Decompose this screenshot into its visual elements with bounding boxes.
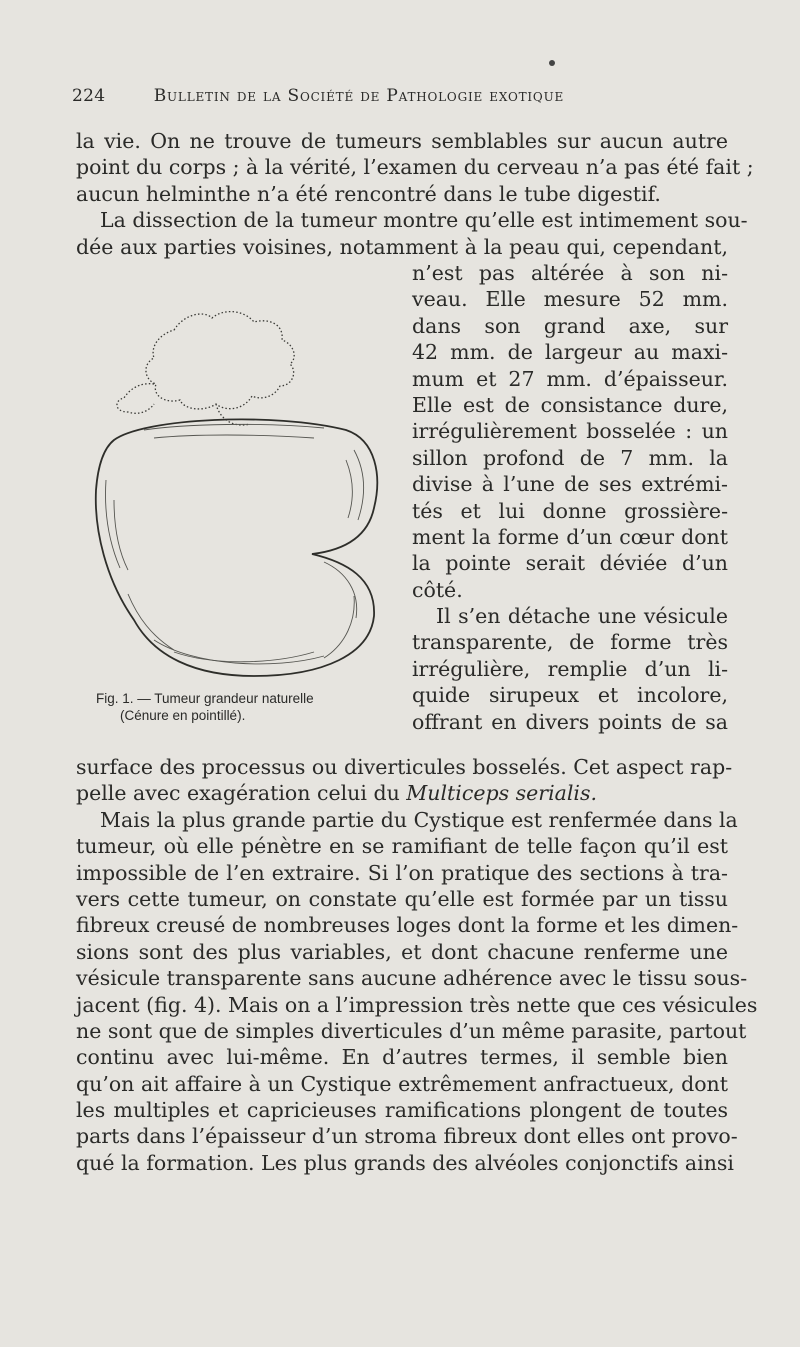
text-line: les multiples et capricieuses ramifications plongent de toutes [76,1098,728,1123]
text-segment: pelle avec exagération celui du [76,781,407,806]
text-line: quide sirupeux et incolore, [412,683,728,708]
text-line: jacent (fig. 4). Mais on a l’impression très nette que ces vésicules [76,992,758,1017]
text-line: continu avec lui-même. En d’autres termes, il semble bien [76,1045,728,1070]
text-line: aucun helminthe n’a été rencontré dans le tube digestif. [76,181,661,206]
page-header [72,86,732,106]
text-line: veau. Elle mesure 52 mm. [412,287,728,312]
ink-speck [549,60,555,66]
bottom-paragraphs [76,754,758,1176]
text-line: qu’on ait affaire à un Cystique extrêmement anfractueux, dont [76,1071,728,1096]
species-name: Multiceps serialis. [406,781,597,806]
text-line: tumeur, où elle pénètre en se ramifiant de telle façon qu’il est [76,834,728,859]
text-line: qué la formation. Les plus grands des alvéoles conjonctifs ainsi [76,1150,734,1175]
text-line [76,780,728,806]
text-line: La dissection de la tumeur montre qu’elle est intimement sou- [100,208,748,233]
text-line: tés et lui donne grossière- [412,498,728,523]
text-line: surface des processus ou diverticules bosselés. Cet aspect rap- [76,755,733,779]
text-line: Mais la plus grande partie du Cystique est renfermée dans la [100,807,738,832]
text-line: mum et 27 mm. d’épaisseur. [412,366,728,391]
text-line: ment la forme d’un cœur dont [412,524,728,549]
text-line: point du corps ; à la vérité, l’examen du cerveau n’a pas été fait ; [76,155,754,180]
tumour-hatching [106,424,364,664]
text-line: la vie. On ne trouve de tumeurs semblables sur aucun autre [76,129,728,153]
text-line: Elle est de consistance dure, [412,392,728,417]
running-head: Bulletin de la Société de Pathologie exotique [153,86,565,106]
cenure-outline [117,312,294,425]
text-line: vers cette tumeur, on constate qu’elle est formée par un tissu [76,886,728,911]
text-line: n’est pas altérée à son ni- [412,261,728,285]
text-line: offrant en divers points de sa [412,709,728,734]
caption-line: (Cénure en pointillé). [120,708,246,723]
figure-caption [90,690,390,724]
text-line: 42 mm. de largeur au maxi- [412,340,728,365]
text-line: irrégulièrement bosselée : un [412,419,728,444]
text-line: la pointe serait déviée d’un [412,551,728,576]
text-line: sillon profond de 7 mm. la [412,445,728,470]
text-line: transparente, de forme très [412,630,728,655]
text-line: irrégulière, remplie d’un li- [412,656,728,681]
text-line: impossible de l’en extraire. Si l’on pratique des sections à tra- [76,860,728,885]
text-line: côté. [412,577,463,602]
page-number: 224 [72,86,106,106]
text-line: fibreux creusé de nombreuses loges dont la forme et les dimen- [76,913,739,938]
text-line: ne sont que de simples diverticules d’un même parasite, partout [76,1018,747,1043]
text-line: divise à l’une de ses extrémi- [412,472,728,497]
caption-line: Fig. 1. — Tumeur grandeur naturelle [96,691,314,706]
tumour-figure [84,300,394,690]
text-line: sions sont des plus variables, et dont chacune renferme une [76,939,728,964]
text-line: dans son grand axe, sur [412,313,728,338]
top-paragraphs [76,128,754,260]
tumour-outline [96,419,377,676]
text-line: parts dans l’épaisseur d’un stroma fibreux dont elles ont provo- [76,1124,738,1149]
side-column-text [412,260,728,735]
text-line: vésicule transparente sans aucune adhérence avec le tissu sous- [76,966,748,991]
text-line: Il s’en détache une vésicule [436,604,728,629]
text-line: dée aux parties voisines, notamment à la peau qui, cependant, [76,234,728,259]
